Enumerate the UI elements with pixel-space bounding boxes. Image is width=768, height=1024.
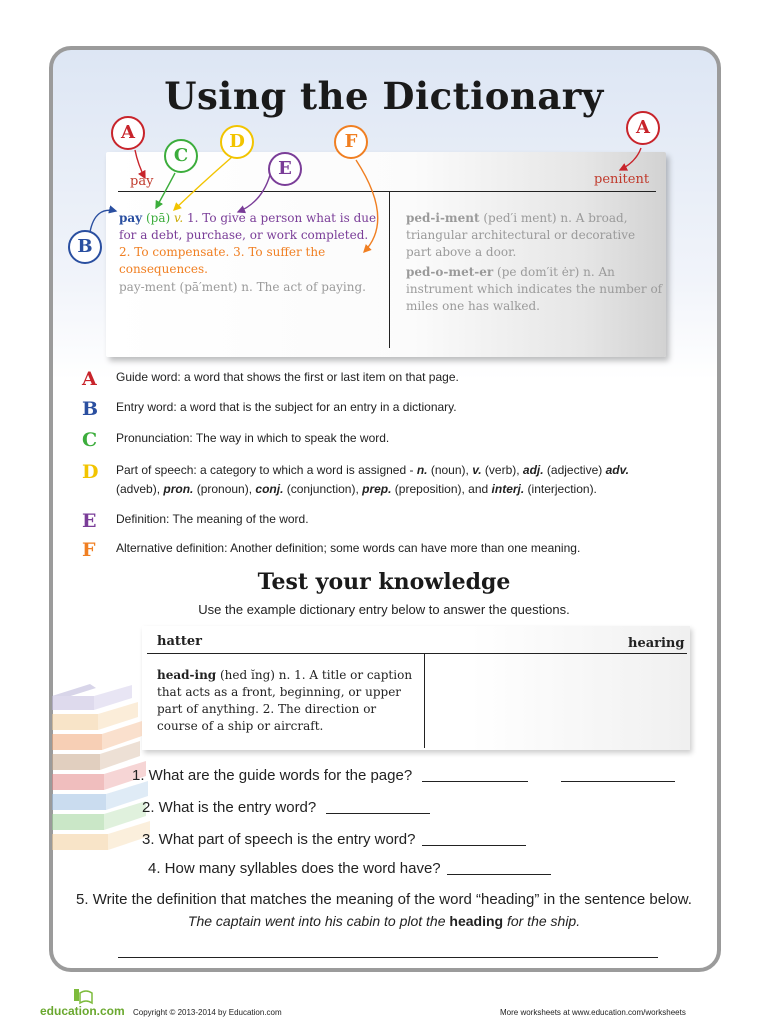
entry-pediment: ped-i-ment (ped′i ment) n. A broad, triangular architectural or decorative part above a door. [406, 211, 636, 259]
education-logo[interactable]: education.com [40, 985, 130, 1022]
guide-word-right: penitent [594, 172, 650, 187]
key-b: B Entry word: a word that is the subject for an entry in a dictionary. [82, 398, 457, 420]
pronunciation: (pā) [145, 211, 171, 225]
answer-line-q2[interactable] [326, 799, 430, 814]
test-instruction: Use the example dictionary entry below to answer the questions. [198, 602, 570, 617]
answer-line-q1b[interactable] [561, 767, 675, 782]
callout-b: B [68, 230, 102, 264]
question-5: 5. Write the definition that matches the meaning of the word “heading” in the sentence below. [76, 891, 692, 908]
key-d: D Part of speech: a category to which a word is assigned - n. (noun), v. (verb), adj. (adjective) adv. (adveb), pron. (pronoun), conj. (conjunction), prep. (preposition), and interj. (interjection). [82, 461, 629, 496]
answer-line-q4[interactable] [447, 860, 551, 875]
callout-f: F [334, 125, 368, 159]
definition-line1: 1. To give a person what is due [183, 211, 377, 225]
callout-d: D [220, 125, 254, 159]
entry-word: pay [119, 211, 143, 225]
question-1: 1. What are the guide words for the page? [132, 767, 675, 784]
test-column-divider [424, 654, 425, 748]
key-f: F Alternative definition: Another definition; some words can have more than one meaning. [82, 539, 581, 561]
entry-pedometer: ped-o-met-er (pe dom′it ėr) n. An instrument which indicates the number of miles one has walked. [406, 265, 663, 313]
key-a: A Guide word: a word that shows the first or last item on that page. [82, 368, 459, 390]
copyright-text: Copyright © 2013-2014 by Education.com [133, 1008, 282, 1017]
callout-a-right: A [626, 111, 660, 145]
test-heading: Test your knowledge [257, 569, 511, 595]
entry-payment: pay-ment (pā′ment) n. The act of paying. [119, 280, 366, 294]
arrow-c [156, 173, 175, 208]
arrow-b [90, 210, 116, 232]
test-entry-heading: head-ing (hed ĭng) n. 1. A title or caption that acts as a front, beginning, or upper part of anything. 2. The direction or course of a ship or aircraft. [157, 668, 413, 733]
arrow-e [238, 175, 270, 212]
key-c: C Pronunciation: The way in which to speak the word. [82, 429, 390, 451]
answer-line-q5[interactable] [118, 957, 658, 958]
arrow-a-left [135, 150, 145, 178]
test-guide-left: hatter [157, 634, 203, 649]
key-e: E Definition: The meaning of the word. [82, 510, 309, 532]
question-2: 2. What is the entry word? [142, 799, 430, 816]
question-3: 3. What part of speech is the entry word? [142, 831, 526, 848]
example-sentence: The captain went into his cabin to plot the heading for the ship. [187, 913, 581, 929]
definition-line2: for a debt, purchase, or work completed. [119, 228, 369, 242]
arrow-a-right [620, 148, 641, 170]
page-title: Using the Dictionary [164, 74, 604, 118]
alternative-definition: 2. To compensate. 3. To suffer the consequences. [119, 245, 326, 276]
more-worksheets-link[interactable]: More worksheets at www.education.com/worksheets [500, 1008, 686, 1017]
callout-arrows [0, 0, 768, 400]
part-of-speech: v. [174, 211, 184, 225]
callout-e: E [268, 152, 302, 186]
answer-line-q1a[interactable] [422, 767, 528, 782]
callout-a-left: A [111, 116, 145, 150]
callout-c: C [164, 139, 198, 173]
question-4: 4. How many syllables does the word have? [148, 860, 551, 877]
answer-line-q3[interactable] [422, 831, 526, 846]
test-guide-right: hearing [628, 636, 685, 651]
test-guide-rule [147, 653, 687, 654]
arrow-f [356, 160, 378, 252]
guide-word-left: pay [130, 174, 154, 189]
